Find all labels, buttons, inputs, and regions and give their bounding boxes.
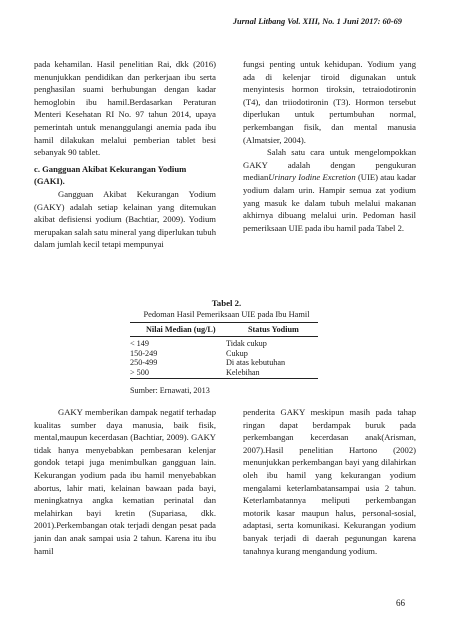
journal-header: Jurnal Litbang Vol. XIII, No. 1 Juni 2017: 60-69 xyxy=(232,17,402,26)
table-title: Tabel 2. xyxy=(211,298,242,308)
page-number: 66 xyxy=(396,598,405,608)
table-cell-median: < 149 xyxy=(130,339,149,348)
top-left-column xyxy=(34,58,216,251)
table-header-status: Status Yodium xyxy=(226,323,318,337)
table-cell-status: Di atas kebutuhan xyxy=(226,358,286,368)
section-heading-gaki: c. Gangguan Akibat Kekurangan Yodium (GAKI). xyxy=(34,163,187,187)
table-row xyxy=(130,349,318,359)
uie-italic-term: Urinary Iodine Excretion xyxy=(268,172,356,183)
gaky-definition-paragraph: Gangguan Akibat Kekurangan Yodium (GAKY) adalah setiap kelainan yang ditemukan akibat defisiensi yodium (Bachtiar, 2009). Yodium merupakan salah satu mineral yang diperlukan tubuh dalam jumlah kecil tetapi mempunyai xyxy=(34,188,216,250)
table-cell-status: Kelebihan xyxy=(226,368,318,379)
table-source: Sumber: Ernawati, 2013 xyxy=(130,386,210,395)
table-cell-status: Cukup xyxy=(226,348,248,358)
table-cell-status: Tidak cukup xyxy=(226,339,267,348)
table-row xyxy=(130,368,318,379)
gaky-impact-paragraph: GAKY memberikan dampak negatif terhadap kualitas sumber daya manusia, baik fisik, mental,maupun kecerdasan (Bachtiar, 2009). GAKY tidak hanya menyebabkan pembesaran kelenjar gondok tetapi juga menimbulkan gangguan lain. Kekurangan yodium pada ibu hamil menyebabkan abortus, lahir mati, kelainan bawaan pada bayi, meningkatnya angka kematian perinatal dan melahirkan bayi kretin (Supariasa, dkk. 2001).Perkembangan otak terjadi dengan pesat pada janin dan anak sampai usia 2 tahun. Karena itu ibu hamil xyxy=(34,407,216,556)
table-cell-median: 150-249 xyxy=(130,348,158,358)
uie-paragraph xyxy=(243,146,416,234)
development-paragraph: penderita GAKY meskipun masih pada tahap ringan dapat berdampak buruk pada perkembangan kecerdasan anak(Arisman, 2007).Hasil penelitian Hartono (2002) menunjukkan perkembangan bayi yang dilahirkan oleh ibu hamil yang kekurangan yodium mengalami keterlambatansampai usia 2 tahun. Keterlambatannya meliputi perkembangan motorik kasar maupun halus, personal-sosial, adaptasi, serta komunikasi. Kekurangan yodium banyak terjadi di daerah pegunungan karena tanahnya kurang mengandung yodium. xyxy=(243,407,416,556)
uie-table xyxy=(130,322,318,379)
table-subtitle: Pedoman Hasil Pemeriksaan UIE pada Ibu Hamil xyxy=(143,310,310,319)
table-row xyxy=(130,337,318,349)
table-row xyxy=(130,358,318,368)
uie-text-a: Salah satu cara untuk mengelompokkan GAKY adalah dengan pengukuran median xyxy=(243,147,416,183)
bottom-left-column xyxy=(34,406,216,557)
top-right-column xyxy=(243,58,416,234)
uie-text-b: (UIE) atau kadar yodium dalam urin. Hampir semua zat yodium yang masuk ke dalam tubuh melalui makanan akhirnya dibuang melalui urin. Pedoman hasil pemeriksaan UIE pada ibu hamil pada Tabel 2. xyxy=(243,172,416,233)
bottom-right-column xyxy=(243,406,416,557)
table-header-median: Nilai Median (ug/L) xyxy=(130,323,226,337)
table-2 xyxy=(0,298,453,395)
table-cell-median: > 500 xyxy=(130,368,226,379)
table-cell-median: 250-499 xyxy=(130,358,158,368)
anemia-paragraph: pada kehamilan. Hasil penelitian Rai, dkk (2016) menunjukkan pendidikan dan perkerjaan ibu serta penghasilan suami berhubungan dengan kadar hemoglobin ibu hamil.Berdasarkan Peraturan Menteri Kesehatan RI No. 97 tahun 2014, upaya pemerintah untuk menanggulangi anemia pada ibu hamil dilakukan melalui pemberian tablet besi sebanyak 90 tablet. xyxy=(34,59,216,158)
iodine-function-paragraph: fungsi penting untuk kehidupan. Yodium yang ada di kelenjar tiroid digunakan untuk menyintesis hormon tiroksin, tetraiodotironin (T4), dan triiodotironin (T3). Hormon tersebut diperlukan untuk pertumbuhan normal, perkembangan fisik, dan mental manusia (Almatsier, 2004). xyxy=(243,59,416,145)
